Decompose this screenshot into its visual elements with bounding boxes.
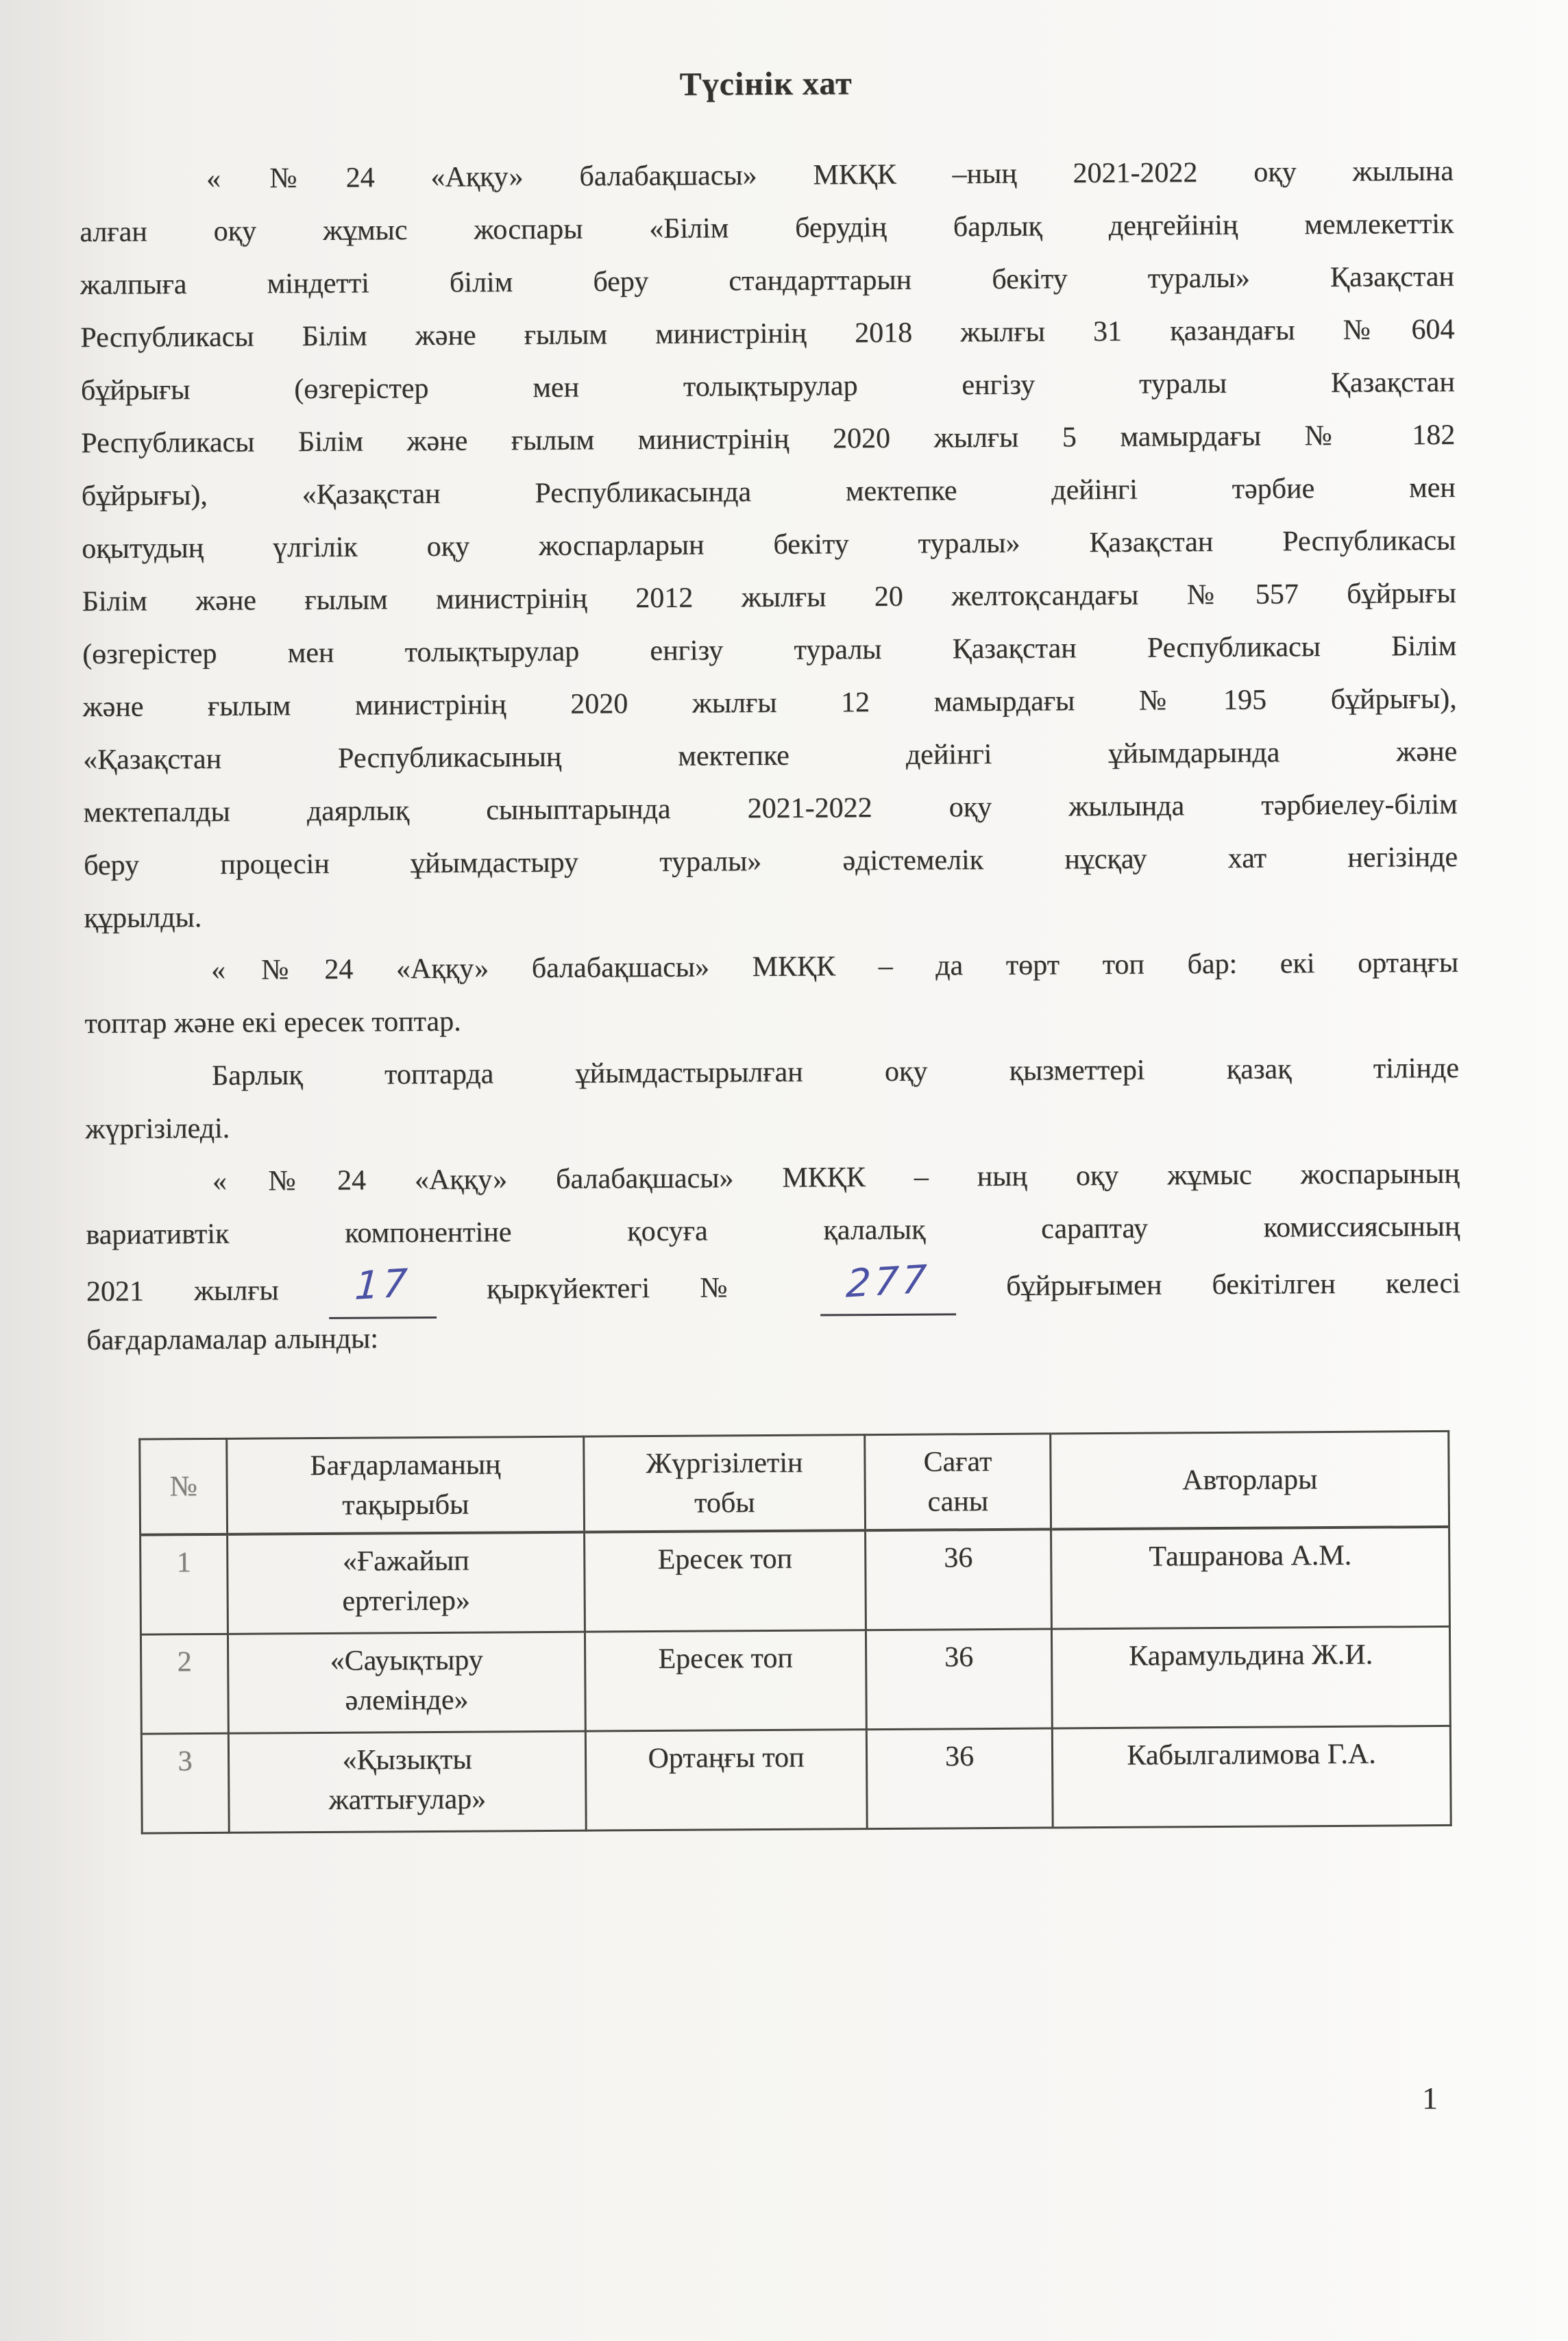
table-cell — [1052, 1726, 1451, 1828]
cell-line: Кабылгалимова Г.А. — [1127, 1738, 1376, 1772]
text-line: құрылды. — [84, 902, 202, 935]
table-header-cell — [1051, 1431, 1449, 1529]
cell-line: 3 — [177, 1745, 193, 1778]
table-header-cell — [865, 1434, 1051, 1530]
cell-line: «Ғажайып — [342, 1545, 469, 1578]
text-line: бұйрығы (өзгерістер мен толықтырулар енгізу туралы Қазақстан — [80, 366, 1455, 407]
cell-line: 36 — [944, 1741, 975, 1773]
table-cell — [866, 1529, 1052, 1630]
cell-line: «Қызықты — [342, 1743, 472, 1776]
text-line: «№24 «Аққу» балабақшасы» МКҚК –ның 2021-2022 оқу жылына — [206, 155, 1454, 195]
text-line: Білім және ғылым министрінің 2012 жылғы 20 желтоқсандағы №557 бұйрығы — [82, 577, 1456, 618]
table-cell — [866, 1629, 1052, 1730]
text-line: топтар және екі ересек топтар. — [84, 1005, 461, 1040]
table-cell — [141, 1733, 229, 1833]
text-line: жүргізіледі. — [85, 1112, 230, 1146]
table-cell — [140, 1534, 228, 1634]
paragraph — [86, 1148, 1461, 1367]
cell-line: Ересек топ — [657, 1543, 793, 1576]
text-line: вариативтік компонентіне қосуға қалалық сараптау комиссиясының — [86, 1210, 1460, 1251]
cell-line: әлемінде» — [345, 1684, 469, 1717]
text-line: бұйрығы), «Қазақстан Республикасында мектепке дейінгі тәрбие мен — [81, 471, 1456, 513]
paragraph — [85, 1042, 1460, 1156]
cell-line: 36 — [944, 1542, 973, 1574]
document-content — [79, 61, 1464, 1835]
table-cell — [140, 1634, 228, 1734]
handwritten-number: 17 — [353, 1260, 413, 1309]
table-cell — [585, 1730, 867, 1831]
cell-line: тақырыбы — [342, 1488, 469, 1521]
paragraph — [84, 937, 1459, 1051]
programs-table-body — [140, 1527, 1451, 1833]
text-line: және ғылым министрінің 2020 жылғы 12 мамырдағы №195 бұйрығы), — [82, 683, 1457, 724]
cell-line: Ортаңғы топ — [648, 1741, 805, 1775]
cell-line: тобы — [694, 1487, 755, 1519]
text-line: мектепалды даярлық сыныптарында 2021-2022 оқу жылында тәрбиелеу-білім — [83, 788, 1458, 829]
table-cell — [866, 1728, 1053, 1829]
cell-line: ертегілер» — [342, 1584, 471, 1617]
blank-underline — [820, 1256, 956, 1316]
text-line: оқытудың үлгілік оқу жоспарларын бекіту туралы» Қазақстан Республикасы — [82, 524, 1456, 565]
table-row — [141, 1726, 1451, 1833]
table-header-cell — [140, 1438, 228, 1534]
table-cell — [1051, 1626, 1450, 1728]
cell-line: Ересек топ — [658, 1642, 793, 1675]
table-row — [140, 1626, 1450, 1734]
programs-table-head — [140, 1431, 1449, 1534]
text-line: бағдарламалар алынды: — [86, 1323, 379, 1357]
table-header-cell — [584, 1435, 866, 1532]
text-line: Республикасы Білім және ғылым министрінің 2020 жылғы 5 мамырдағы № 182 — [81, 419, 1456, 460]
table-cell — [228, 1731, 586, 1833]
document-body — [79, 145, 1461, 1367]
cell-line: Карамульдина Ж.И. — [1129, 1639, 1373, 1672]
text-line: «№24 «Аққу» балабақшасы» МКҚК – да төрт топ бар: екі ортаңғы — [210, 946, 1459, 986]
document-title: Түсінік хат — [679, 65, 853, 103]
cell-line: № — [169, 1471, 197, 1503]
text-line: жалпыға міндетті білім беру стандарттарын бекіту туралы» Қазақстан — [79, 260, 1455, 302]
cell-line: «Сауықтыру — [330, 1644, 483, 1677]
cell-line: Бағдарламаның — [310, 1449, 501, 1482]
paragraph — [79, 145, 1458, 945]
text-line: Республикасы Білім және ғылым министрінің 2018 жылғы 31 қазандағы №604 — [80, 313, 1455, 354]
text-line: (өзгерістер мен толықтырулар енгізу туралы Қазақстан Республикасы Білім — [82, 630, 1457, 671]
text-line: Барлық топтарда ұйымдастырылған оқу қызметтері қазақ тілінде — [211, 1052, 1460, 1092]
cell-line: 2 — [177, 1646, 192, 1678]
cell-line: Сағат — [923, 1446, 992, 1478]
text-line: «№24 «Аққу» балабақшасы» МКҚК – ның оқу жұмыс жоспарының — [212, 1157, 1460, 1197]
programs-table — [138, 1430, 1451, 1835]
text-line: 2021 жылғы 17 қыркүйектегі № 277 бұйрығымен бекітілген келесі — [86, 1253, 1460, 1314]
cell-line: Ташранова А.М. — [1149, 1539, 1352, 1573]
blank-underline — [329, 1260, 437, 1319]
text-line: «Қазақстан Республикасының мектепке дейінгі ұйымдарында және — [83, 735, 1458, 776]
cell-line: Авторлары — [1181, 1464, 1318, 1497]
text-line: беру процесін ұйымдастыру туралы» әдістемелік нұсқау хат негізінде — [83, 841, 1458, 882]
handwritten-number: 277 — [845, 1257, 931, 1307]
cell-line: жаттығулар» — [328, 1783, 487, 1816]
cell-line: 36 — [944, 1641, 974, 1674]
table-cell — [1051, 1527, 1450, 1629]
table-cell — [585, 1630, 866, 1732]
table-header-cell — [227, 1436, 585, 1534]
cell-line: Жүргізілетін — [646, 1447, 803, 1480]
cell-line: саны — [927, 1486, 989, 1518]
table-row — [140, 1527, 1450, 1634]
page-number: 1 — [1422, 2081, 1438, 2116]
table-cell — [585, 1530, 866, 1632]
table-header-row — [140, 1431, 1449, 1534]
cell-line: 1 — [176, 1547, 191, 1579]
table-cell — [228, 1632, 585, 1733]
text-line: алған оқу жұмыс жоспары «Білім берудің барлық деңгейінің мемлекеттік — [79, 208, 1454, 249]
table-cell — [228, 1532, 585, 1634]
